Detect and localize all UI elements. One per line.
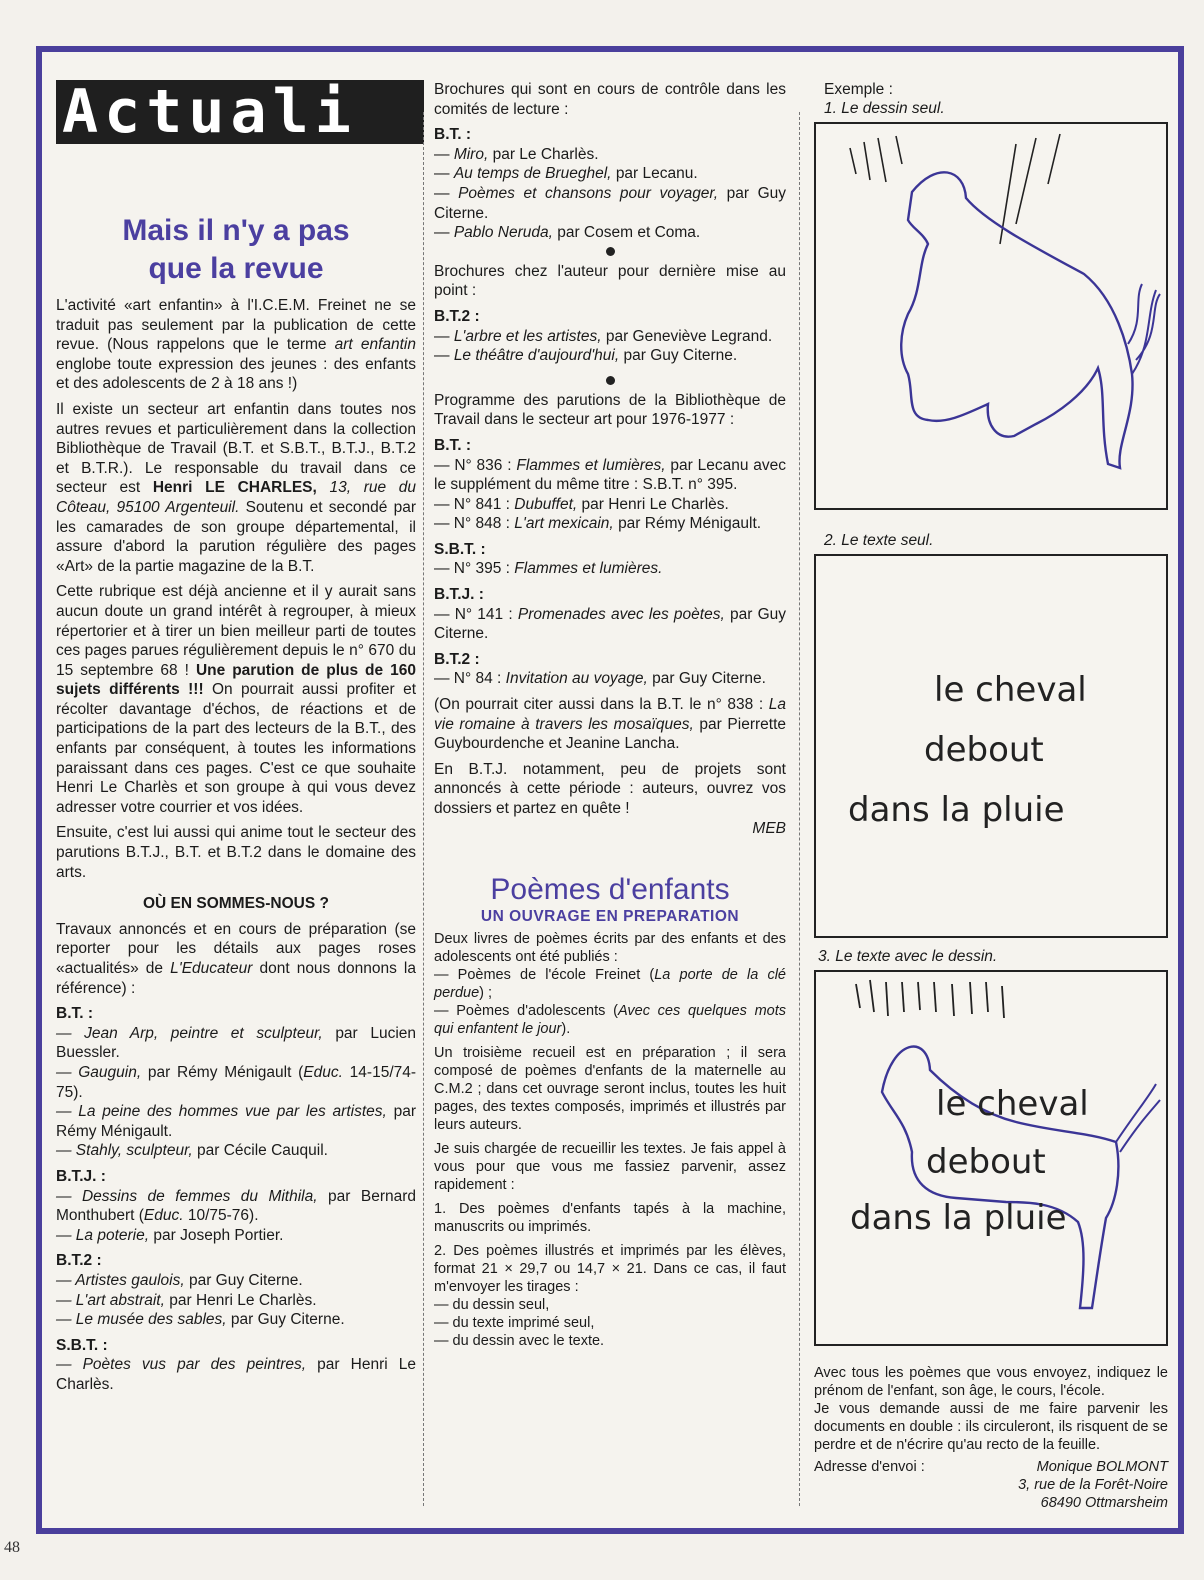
horse-drawing-icon (816, 124, 1166, 508)
paragraph: Travaux annoncés et en cours de préparation (se reporter pour les détails aux pages roses «actualités» de L'Educateur dont nous donnons la référence) : (56, 920, 416, 997)
poem-line: le cheval (934, 670, 1087, 710)
paragraph: Brochures qui sont en cours de contrôle dans les comités de lecture : (434, 81, 786, 118)
address-city: 68490 Ottmarsheim (1040, 1495, 1168, 1511)
list-label: B.T. : (434, 126, 472, 144)
illustration-text-and-drawing (814, 970, 1168, 1346)
paragraph: Brochures chez l'auteur pour dernière mise au point : (434, 262, 786, 300)
article-headline (56, 212, 416, 288)
list-item: — N° 395 : Flammes et lumières. (434, 560, 663, 578)
list-item: — Gauguin, par Rémy Ménigault (Educ. 14-15/74-75). (56, 1063, 417, 1101)
paragraph: Il existe un secteur art enfantin dans toutes nos autres revues et particulièrement dans la collection Bibliothèque de Travail (B.T. et S.B.T., B.T.J., B.T.2 et B.T.R.). Le responsable du travail dans ce secteur est Henri LE CHARLES, 13, rue du Côteau, 95100 Argenteuil. Soutenu et secondé par les camarades de son groupe départemental, il assure d'abord la parution régulière des pages «Art» de la partie magazine de la B.T. (56, 400, 417, 575)
paragraph: 2. Des poèmes illustrés et imprimés par les élèves, format 21 × 29,7 ou 14,7 × 21. Dans ce cas, il faut m'envoyer les tirages : (434, 1243, 786, 1296)
caption: 3. Le texte avec le dessin. (818, 948, 998, 965)
list-item: — Dessins de femmes du Mithila, par Bernard Monthubert (Educ. 10/75-76). (56, 1187, 417, 1225)
page-number: 48 (4, 1539, 20, 1556)
paragraph: Deux livres de poèmes écrits par des enfants et des adolescents ont été publiés : (434, 931, 786, 966)
paragraph: Un troisième recueil est en préparation ; il sera composé de poèmes d'enfants de la maternelle au C.M.2 ; dans cet ouvrage seront inclus, toutes les huit pages, des textes composés, imprimés et illustrés par leurs auteurs. (434, 1045, 786, 1134)
article-title: Poèmes d'enfants (490, 873, 730, 907)
address-name: Monique BOLMONT (1036, 1459, 1168, 1475)
address-block (814, 1458, 1168, 1514)
poem-line: debout (924, 730, 1044, 770)
headline-line-2: que la revue (148, 252, 324, 285)
bullet-separator (606, 247, 615, 256)
poem-line: dans la pluie (848, 790, 1065, 830)
list-item: — La poterie, par Joseph Portier. (56, 1226, 284, 1244)
list-item: — Jean Arp, peintre et sculpteur, par Lucien Buessler. (56, 1024, 416, 1062)
list-item: — Miro, par Le Charlès. (434, 145, 599, 163)
article-subtitle: UN OUVRAGE EN PREPARATION (480, 908, 740, 926)
paragraph: Cette rubrique est déjà ancienne et il y aurait sans aucun doute un grand intérêt à regrouper, à mieux répertorier et à tirer un bien meilleur parti de toutes ces pages parues régulièrement depuis le n° 670 du 15 septembre 68 ! Une parution de plus de 160 sujets différents !!! On pourrait aussi profiter et récolter davantage d'échos, de réactions et de participations de la part des lecteurs de la B.T., des enfants par conséquent, à toutes les informations paraissant dans ces pages. C'est ce que souhaite Henri Le Charlès et son groupe à qui vous devez adresser votre courrier et vos idées. (56, 583, 416, 816)
bullet-separator (606, 376, 615, 385)
address-label: Adresse d'envoi : (814, 1459, 925, 1475)
instructions (814, 1364, 1168, 1514)
list-label: S.B.T. : (434, 540, 486, 558)
headline-line-1: Mais il n'y a pas (122, 214, 350, 247)
list-item: — Poètes vus par des peintres, par Henri Le Charlès. (56, 1356, 416, 1393)
list-item: — L'art abstrait, par Henri Le Charlès. (56, 1291, 317, 1309)
paragraph: Je suis chargée de recueillir les textes. Je fais appel à vous pour que vous me fassiez parvenir, assez rapidement : (434, 1141, 786, 1194)
illustration-horse (814, 122, 1168, 510)
list-label: B.T.J. : (56, 1167, 106, 1185)
column-divider (799, 112, 800, 1506)
poem-line: dans la pluie (850, 1198, 1067, 1238)
list-item: — Au temps de Brueghel, par Lecanu. (434, 165, 698, 183)
list-item: — N° 141 : Promenades avec les poètes, par Guy Citerne. (434, 605, 786, 643)
paragraph: Je vous demande aussi de me faire parvenir les documents en double : ils circuleront, ils risquent de se perdre et de n'écrire qu'au recto de la feuille. (814, 1401, 1168, 1453)
list-label: B.T.2 : (434, 307, 480, 325)
list-item: — Le musée des sables, par Guy Citerne. (56, 1311, 345, 1329)
list-item: — Poèmes de l'école Freinet (La porte de la clé perdue) ; (434, 967, 786, 1002)
list-label: B.T.J. : (434, 586, 484, 604)
poem-line: debout (926, 1142, 1046, 1182)
address-street: 3, rue de la Forêt-Noire (1018, 1477, 1168, 1493)
poem-line: le cheval (936, 1084, 1089, 1124)
list-item: — Stahly, sculpteur, par Cécile Cauquil. (56, 1142, 328, 1160)
caption: 2. Le texte seul. (824, 532, 934, 549)
column-2 (434, 80, 786, 1350)
list-item: — N° 848 : L'art mexicain, par Rémy Ménigault. (434, 515, 762, 533)
list-item: — La peine des hommes vue par les artistes, par Rémy Ménigault. (56, 1103, 416, 1140)
list-label: B.T.2 : (56, 1252, 102, 1270)
paragraph: Avec tous les poèmes que vous envoyez, indiquez le prénom de l'enfant, son âge, le cours, l'école. (814, 1365, 1168, 1399)
list-item: — Le théâtre d'aujourd'hui, par Guy Citerne. (434, 347, 738, 365)
example-label: Exemple : (824, 81, 893, 98)
list-item: — Pablo Neruda, par Cosem et Coma. (434, 224, 701, 242)
paragraph: En B.T.J. notamment, peu de projets sont annoncés à cette période : auteurs, ouvrez vos dossiers et partez en quête ! (434, 760, 786, 817)
column-divider (423, 112, 424, 1506)
paragraph: L'activité «art enfantin» à l'I.C.E.M. Freinet ne se traduit pas seulement par la publication de cette revue. (Nous rappelons que le terme art enfantin englobe toute expression des jeunes : des enfants et des adolescents de 2 à 18 ans !) (56, 297, 416, 393)
list-item: — N° 84 : Invitation au voyage, par Guy Citerne. (434, 670, 766, 688)
signature: MEB (752, 819, 786, 837)
list-item: — L'arbre et les artistes, par Geneviève Legrand. (434, 327, 773, 345)
banner-title: Actuali (62, 80, 357, 144)
list-label: B.T.2 : (434, 650, 480, 668)
section-heading: OÙ EN SOMMES-NOUS ? (142, 895, 329, 913)
caption: 1. Le dessin seul. (824, 100, 945, 117)
paragraph: 1. Des poèmes d'enfants tapés à la machine, manuscrits ou imprimés. (434, 1201, 786, 1236)
paragraph: (On pourrait citer aussi dans la B.T. le n° 838 : La vie romaine à travers les mosaïques, par Pierrette Guybourdenche et Jeanine Lancha. (434, 696, 786, 753)
list-item: — du dessin avec le texte. (434, 1333, 605, 1350)
list-item: — du dessin seul, (434, 1297, 550, 1314)
paragraph: Programme des parutions de la Bibliothèque de Travail dans le secteur art pour 1976-1977 : (434, 391, 786, 429)
paragraph: Ensuite, c'est lui aussi qui anime tout le secteur des parutions B.T.J., B.T. et B.T.2 dans le domaine des arts. (56, 824, 416, 881)
section-banner (56, 80, 424, 144)
list-item: — Poèmes d'adolescents (Avec ces quelques mots qui enfantent le jour). (434, 1003, 787, 1038)
page-frame (36, 46, 1184, 1534)
list-item: — N° 836 : Flammes et lumières, par Lecanu avec le supplément du même titre : S.B.T. n° 395. (434, 456, 786, 494)
list-item: — N° 841 : Dubuffet, par Henri Le Charlès. (434, 495, 729, 513)
list-label: B.T. : (56, 1005, 94, 1023)
list-item: — du texte imprimé seul, (434, 1315, 595, 1332)
list-label: S.B.T. : (56, 1336, 108, 1354)
list-label: B.T. : (434, 436, 472, 454)
column-1 (56, 296, 416, 1394)
list-item: — Poèmes et chansons pour voyager, par Guy Citerne. (434, 184, 786, 222)
list-item: — Artistes gaulois, par Guy Citerne. (56, 1271, 303, 1289)
illustration-text (814, 554, 1168, 938)
column-3 (814, 80, 1168, 1510)
